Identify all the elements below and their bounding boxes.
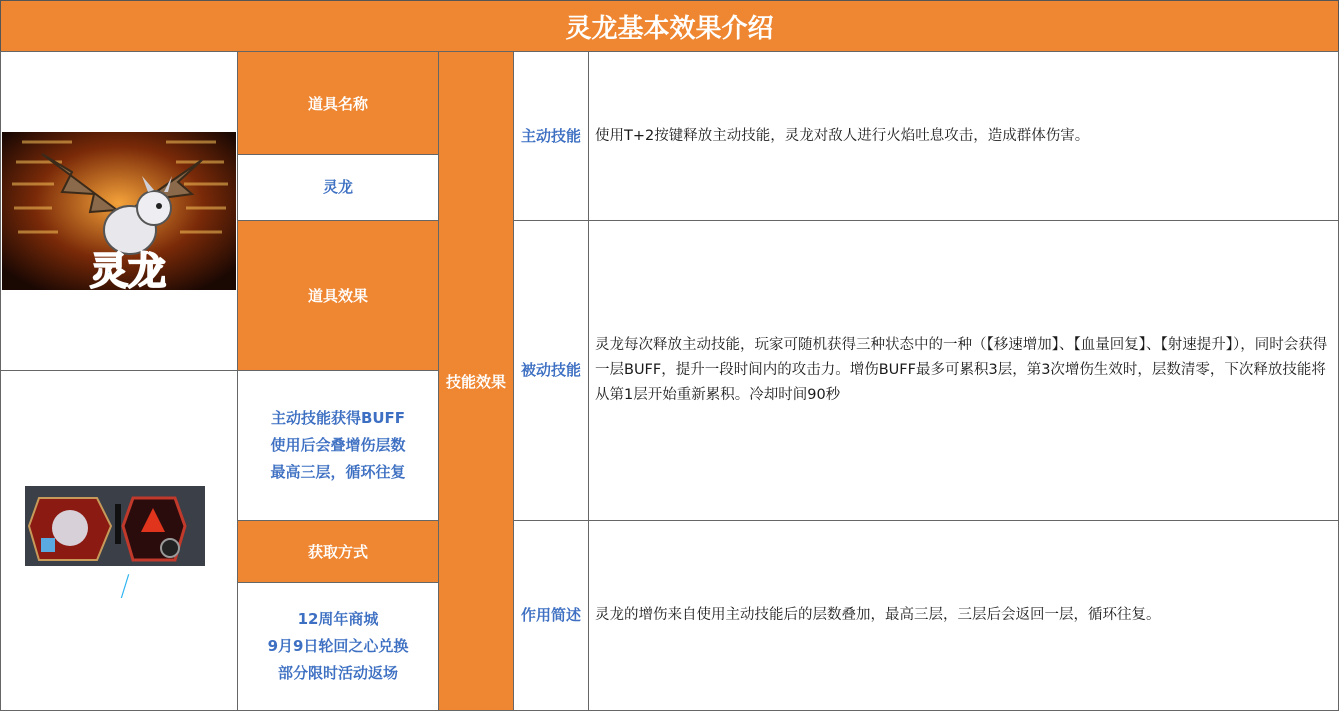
summary-label: 作用简述 (513, 520, 589, 711)
skill-icon-image-label: 主动/叠层 (57, 568, 193, 604)
item-effect-line: 最高三层，循环往复 (270, 463, 406, 481)
table-title: 灵龙基本效果介绍 (0, 0, 1339, 52)
item-name-header: 道具名称 (237, 51, 439, 155)
item-effect-value (237, 370, 439, 521)
item-effect-line: 主动技能获得BUFF (270, 409, 406, 427)
obtain-line: 部分限时活动返场 (277, 664, 398, 682)
obtain-value (237, 582, 439, 711)
dragon-image-label: 灵龙 (89, 249, 166, 293)
passive-skill-text: 灵龙每次释放主动技能，玩家可随机获得三种状态中的一种（【移速增加】、【血量回复】、【射速提升】），同时会获得一层BUFF，提升一段时间内的攻击力。增伤BUFF最多可累积3层，第3次增伤生效时，层数清零，下次释放技能将从第1层开始重新累积。冷却时间90秒 (588, 220, 1339, 521)
obtain-line: 12周年商城 (297, 610, 379, 628)
item-effect-line: 使用后会叠增伤层数 (270, 436, 406, 454)
summary-text: 灵龙的增伤来自使用主动技能后的层数叠加，最高三层，三层后会返回一层，循环往复。 (588, 520, 1339, 711)
obtain-line: 9月9日轮回之心兑换 (267, 637, 409, 655)
active-skill-text: 使用T+2按键释放主动技能，灵龙对敌人进行火焰吐息攻击，造成群体伤害。 (588, 51, 1339, 221)
item-name-value: 灵龙 (237, 154, 439, 221)
obtain-header: 获取方式 (237, 520, 439, 583)
passive-skill-label: 被动技能 (513, 220, 589, 521)
skill-effect-header: 技能效果 (438, 51, 514, 711)
item-effect-header: 道具效果 (237, 220, 439, 371)
active-skill-label: 主动技能 (513, 51, 589, 221)
